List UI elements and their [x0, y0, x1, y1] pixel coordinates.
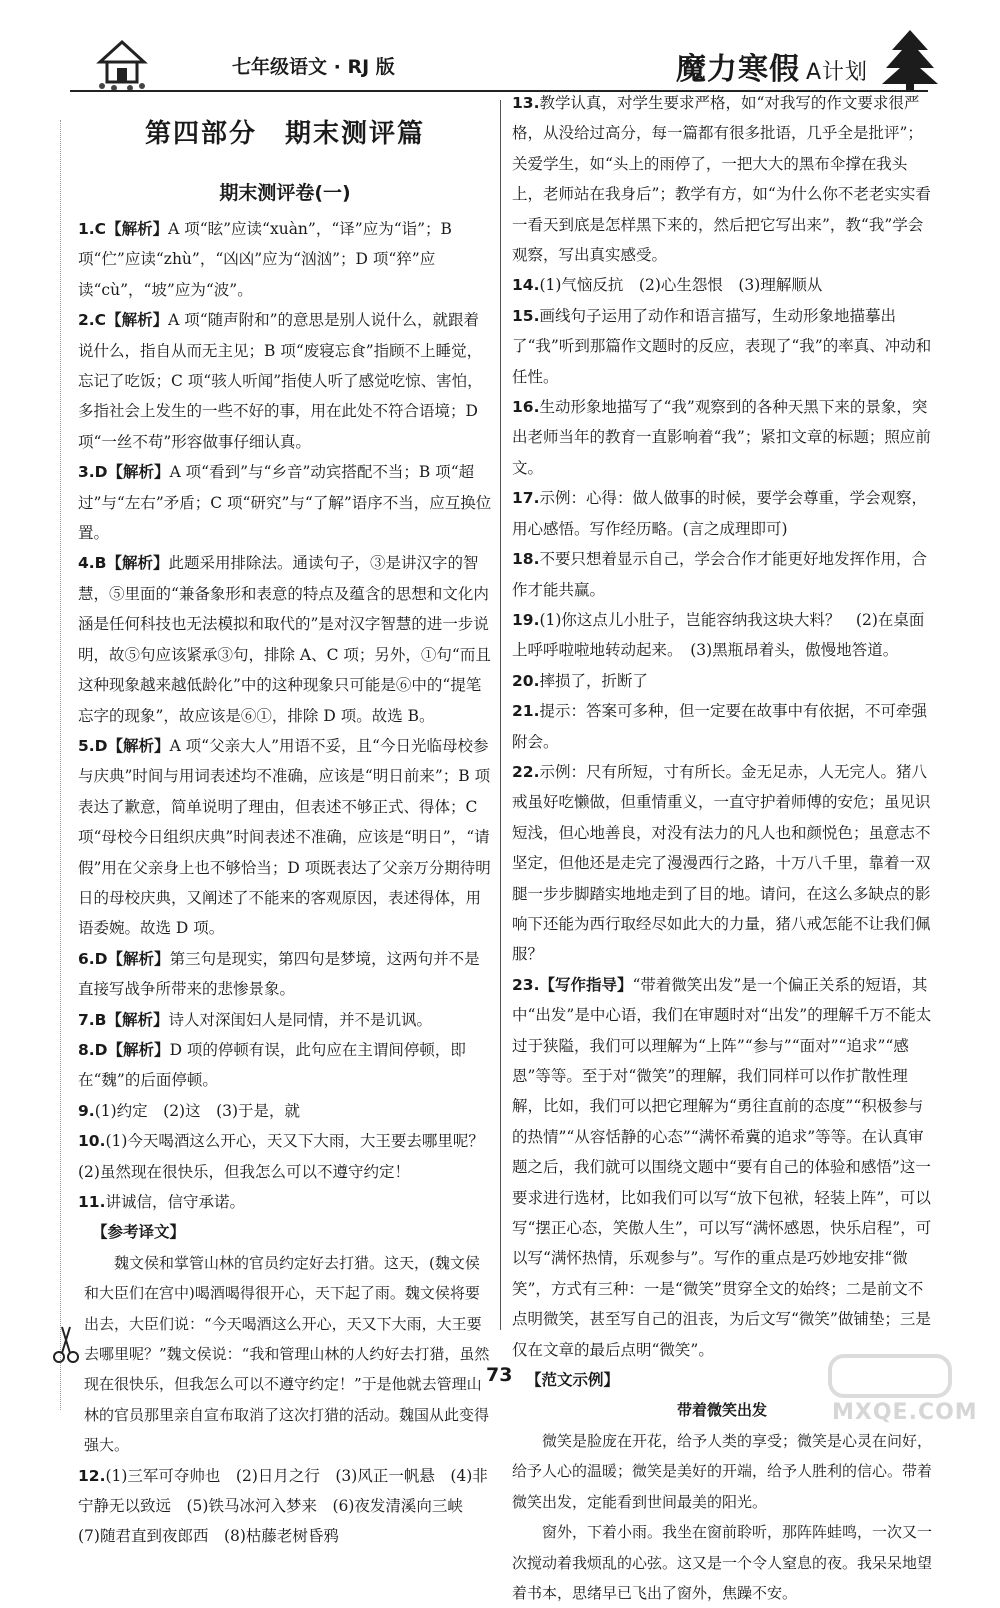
answer-item — [78, 1096, 492, 1126]
essay-body — [512, 1426, 932, 1608]
answer-item — [512, 483, 932, 544]
item-tag: 【解析】 — [106, 220, 169, 238]
item-number: 19. — [512, 610, 540, 629]
answer-item — [78, 731, 492, 944]
item-number: 17. — [512, 489, 540, 508]
item-text: 画线句子运用了动作和语言描写，生动形象地描摹出了“我”听到那篇作文题时的反应，表现了“我”的率真、冲动和任性。 — [512, 306, 932, 386]
item-tag: 【解析】 — [107, 463, 170, 482]
essay-title: 带着微笑出发 — [676, 1401, 767, 1420]
answer-item — [512, 270, 932, 300]
item-number: 21. — [512, 702, 540, 721]
column-divider — [500, 100, 501, 1330]
item-number: 22. — [512, 762, 540, 781]
item-number: 4.B — [78, 554, 107, 573]
answer-item — [78, 1035, 492, 1096]
answer-item — [512, 757, 932, 970]
answer-item — [512, 605, 932, 666]
item-text: 示例：尺有所短，寸有所长。金无足赤，人无完人。猪八戒虽好吃懒做，但重情重义，一直守护着师傅的安危；虽见识短浅，但心地善良，对没有法力的凡人也和颜悦色；虽意志不坚定，但他还是走完了漫漫西行之路，十万八千里，靠着一双腿一步步脚踏实地地走到了目的地。请问，在这么多缺点的影响下还能为西行取经尽如此大的力量，猪八戒怎能不让我们佩服？ — [512, 762, 931, 964]
item-number: 18. — [512, 550, 540, 569]
item-text: A 项“看到”与“乡音”动宾搭配不当；B 项“超过”与“左右”矛盾；C 项“研究”与“了解”语序不当，应互换位置。 — [78, 463, 492, 543]
answer-item — [78, 944, 492, 1005]
item-text: 不要只想着显示自己，学会合作才能更好地发挥作用，合作才能共赢。 — [512, 550, 927, 599]
item-text: 教学认真，对学生要求严格，如“对我写的作文要求很严格，从没给过高分，每一篇都有很多批语，几乎全是批评”；关爱学生，如“头上的雨停了，一把大大的黑布伞撑在我头上，老师站在我身后”；教学有方，如“为什么你不老老实实看一看天到底是怎样黑下来的，然后把它写出来”，教“我”学会观察，写出真实感受。 — [512, 94, 931, 265]
answer-item — [512, 392, 932, 483]
answer-item — [78, 457, 492, 548]
answer-item — [78, 214, 492, 305]
scissors-icon — [52, 1325, 80, 1365]
item-text: (1)三军可夺帅也 (2)日月之行 (3)风正一帆悬 (4)非宁静无以致远 (5)铁马冰河入梦来 (6)夜发清溪向三峡 (7)随君直到夜郎西 (8)枯藤老树昏鸦 — [78, 1466, 488, 1546]
item-text: 摔损了，折断了 — [539, 671, 648, 690]
item-number: 13. — [512, 94, 540, 112]
answer-item — [78, 305, 492, 457]
item-number: 7.B — [78, 1010, 107, 1029]
item-tag: 【写作指导】 — [539, 975, 633, 994]
item-text: (1)你这点儿小肚子，岂能容纳我这块大料？ (2)在桌面上呼呼啦啦地转动起来。 (3)黑瓶昂着头，傲慢地答道。 — [512, 610, 925, 660]
answer-item — [78, 1005, 492, 1035]
answer-item — [512, 301, 932, 392]
item-number: 1.C — [78, 220, 107, 238]
exam-title: 期末测评卷(一) — [219, 182, 351, 204]
item-text: A 项“随声附和”的意思是别人说什么，就跟着说什么，指自从而无主见；B 项“废寝忘食”指顾不上睡觉，忘记了吃饭；C 项“骇人听闻”指使人听了感觉吃惊、害怕，多指社会上发生的一些不好的事，用在此处不符合语境；D 项“一丝不苟”形容做事仔细认真。 — [78, 311, 483, 451]
answer-item — [512, 970, 932, 1365]
item-number: 5.D — [78, 736, 108, 755]
item-tag: 【解析】 — [107, 949, 170, 968]
essay-paragraph: 微笑是脸庞在开花，给予人类的享受；微笑是心灵在问好，给予人心的温暖；微笑是美好的开端，给予人胜利的信心。带着微笑出发，定能看到世间最美的阳光。 — [512, 1431, 933, 1511]
brand-subtitle: A计划 — [806, 60, 869, 85]
item-text: A 项“眩”应读“xuàn”，“译”应为“诣”；B 项“伫”应读“zhù”，“凶凶”应为“汹汹”；D 项“猝”应读“cù”，“坡”应为“波”。 — [78, 220, 452, 299]
answer-item-12 — [78, 1461, 492, 1552]
answer-item — [512, 666, 932, 696]
item-number: 8.D — [78, 1040, 108, 1059]
brand-name: 魔力寒假 — [676, 52, 800, 87]
answer-item — [78, 1187, 492, 1217]
item-tag: 【解析】 — [106, 1010, 169, 1029]
item-tag: 【解析】 — [107, 1040, 170, 1059]
item-number: 9. — [78, 1101, 95, 1120]
answer-item — [78, 548, 492, 730]
house-logo-icon — [92, 32, 152, 92]
item-text: (1)气恼反抗 (2)心生怨恨 (3)理解顺从 — [539, 276, 823, 295]
item-text: 生动形象地描写了“我”观察到的各种天黑下来的景象，突出老师当年的教育一直影响着“我”；紧扣文章的标题；照应前文。 — [512, 398, 931, 477]
cut-line — [60, 120, 61, 1410]
item-number: 12. — [78, 1466, 106, 1485]
item-number: 2.C — [78, 311, 107, 330]
essay-paragraph: 窗外，下着小雨。我坐在窗前聆听，那阵阵蛙鸣，一次又一次搅动着我烦乱的心弦。这又是一个令人窒息的夜。我呆呆地望着书本，思绪早已飞出了窗外，焦躁不安。 — [512, 1523, 933, 1602]
item-number: 16. — [512, 398, 540, 417]
answer-item — [512, 696, 932, 757]
grade-label: 七年级语文 · RJ 版 — [232, 56, 395, 78]
watermark-text: MXQE.COM — [832, 1400, 978, 1425]
part-title: 第四部分 期末测评篇 — [144, 119, 425, 149]
answer-item — [512, 544, 932, 605]
item-text: 诗人对深闺妇人是同情，并不是讥讽。 — [168, 1010, 433, 1029]
item-number: 10. — [78, 1132, 106, 1151]
item-text: D 项的停顿有误，此句应在主谓间停顿，即在“魏”的后面停顿。 — [78, 1040, 466, 1090]
item-number: 20. — [512, 671, 540, 690]
item-number: 23. — [512, 975, 540, 994]
translation-text: 魏文侯和掌管山林的官员约定好去打猎。这天，(魏文侯和大臣们在宫中)喝酒喝得很开心，天下起了雨。魏文侯将要出去，大臣们说：“今天喝酒这么开心，天又下大雨，大王要去哪里呢？”魏文侯说：“我和管理山林的人约好去打猎，虽然现在很快乐，但我怎么可以不遵守约定！”于是他就去管理山林的官员那里亲自宣布取消了这次打猎的活动。魏国从此变得强大。 — [84, 1253, 490, 1455]
brand-title — [676, 44, 868, 88]
item-text: 示例：心得：做人做事的时候，要学会尊重，学会观察，用心感悟。写作经历略。(言之成理即可) — [512, 489, 927, 538]
item-text: A 项“父亲大人”用语不妥，且“今日光临母校参与庆典”时间与用词表述均不准确，应该是“明日前来”；B 项表达了歉意，简单说明了理由，但表述不够正式、得体；C 项“母校今日组织庆典”时间表述不准确，应该是“明日”，“请假”用在父亲身上也不够恰当；D 项既表达了父亲万分期待明日的母校庆典，又阐述了不能来的客观原因，表述得体，用语委婉。故选 D 项。 — [78, 736, 491, 938]
item-text: “带着微笑出发”是一个偏正关系的短语，其中“出发”是中心语，我们在审题时对“出发”的理解千万不能太过于狭隘，我们可以理解为“上阵”“参与”“面对”“追求”“感恩”等等。至于对“微笑”的理解，我们同样可以作扩散性理解，比如，我们可以把它理解为“勇往直前的态度”“积极参与的热情”“从容恬静的心态”“满怀希冀的追求”等等。在认真审题之后，我们就可以围绕文题中“要有自己的体验和感悟”这一要求进行选材，比如我们可以写“放下包袱，轻装上阵”，可以写“摆正心态，笑傲人生”，可以写“满怀感恩，快乐启程”，可以写“满怀热情，乐观参与”。写作的重点是巧妙地安排“微笑”，方式有三种：一是“微笑”贯穿全文的始终；二是前文不点明微笑，甚至写自己的沮丧，为后文写“微笑”做铺垫；三是仅在文章的最后点明“微笑”。 — [512, 975, 932, 1359]
item-number: 11. — [78, 1193, 106, 1211]
answer-item — [78, 1126, 500, 1187]
item-text: (1)今天喝酒这么开心，天又下大雨，大王要去哪里呢？ (2)虽然现在很快乐，但我怎么可以不遵守约定！ — [78, 1132, 500, 1181]
item-text: (1)约定 (2)这 (3)于是，就 — [94, 1101, 301, 1120]
item-text: 提示：答案可多种，但一定要在故事中有依据，不可牵强附会。 — [512, 702, 927, 751]
answer-list-left — [78, 214, 500, 1217]
pine-tree-icon — [880, 28, 940, 90]
item-number: 14. — [512, 276, 540, 295]
answer-list-right — [512, 88, 932, 1365]
item-tag: 【解析】 — [107, 736, 170, 755]
item-text: 讲诚信，信守承诺。 — [105, 1193, 245, 1211]
answer-item — [512, 88, 932, 270]
sample-heading: 【范文示例】 — [526, 1371, 620, 1390]
item-text: 此题采用排除法。通读句子，③是讲汉字的智慧，⑤里面的“兼备象形和表意的特点及蕴含的思想和文化内涵是任何科技也无法模拟和取代的”是对汉字智慧的进一步说明，故⑤句应该紧承③句，排除 A、C 项；另外，①句“而且这种现象越来越低龄化”中的这种现象只可能是⑥中的“提笔忘字的现象”，故应该是⑥①，排除 D 项。故选 B。 — [78, 554, 491, 725]
page-number: 73 — [486, 1364, 513, 1386]
item-number: 6.D — [78, 949, 108, 968]
item-tag: 【解析】 — [106, 554, 169, 573]
item-text: 第三句是现实，第四句是梦境，这两句并不是直接写战争所带来的悲惨景象。 — [78, 949, 480, 999]
translation-heading: 【参考译文】 — [92, 1223, 186, 1242]
item-number: 3.D — [78, 463, 108, 482]
item-tag: 【解析】 — [106, 311, 169, 330]
item-number: 15. — [512, 306, 540, 325]
